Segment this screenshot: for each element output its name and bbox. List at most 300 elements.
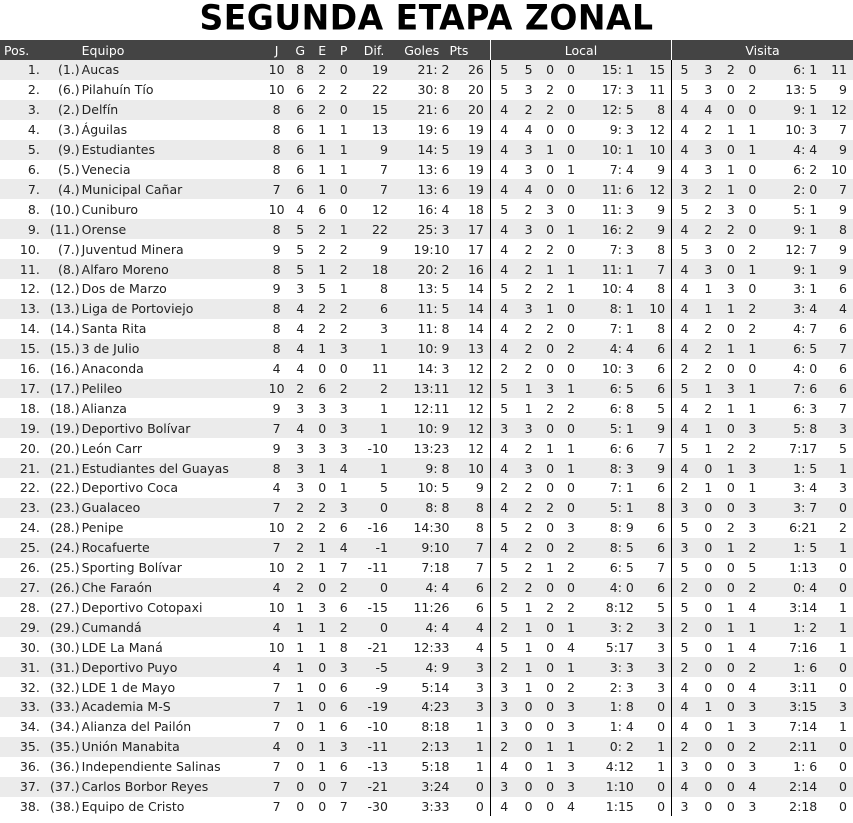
cell-played: 9 — [272, 281, 281, 297]
cell-drawn: 2 — [318, 301, 327, 317]
cell-prev-pos: (17.) — [50, 380, 80, 396]
cell-goal-diff: -11 — [367, 739, 388, 755]
cell-goals: 4: 9 — [425, 659, 450, 675]
cell-away-goals: 3: 4 — [793, 480, 818, 496]
cell-home-points: 11 — [649, 82, 666, 98]
cell-won: 3 — [296, 440, 305, 456]
cell-drawn: 2 — [318, 321, 327, 337]
cell-away-drawn: 3 — [726, 380, 735, 396]
cell-pos: 25. — [19, 540, 40, 556]
cell-away-drawn: 0 — [726, 659, 735, 675]
table-row — [0, 418, 853, 438]
cell-away-won: 2 — [704, 221, 713, 237]
cell-points: 19 — [467, 122, 484, 138]
cell-played: 4 — [272, 739, 281, 755]
cell-won: 5 — [296, 221, 305, 237]
cell-home-drawn: 0 — [546, 520, 555, 536]
cell-home-points: 6 — [657, 580, 666, 596]
cell-prev-pos: (26.) — [50, 580, 80, 596]
cell-won: 4 — [296, 201, 305, 217]
cell-away-points: 0 — [839, 659, 847, 675]
cell-home-points: 9 — [657, 420, 666, 436]
cell-away-goals: 4: 4 — [793, 142, 818, 158]
cell-pos: 6. — [27, 161, 40, 177]
cell-away-played: 4 — [672, 677, 697, 697]
table-row — [0, 259, 853, 279]
cell-team: Santa Rita — [81, 321, 147, 337]
cell-home-lost: 1 — [567, 261, 575, 277]
cell-away-won: 0 — [704, 739, 713, 755]
cell-home-lost: 0 — [567, 301, 575, 317]
cell-home-won: 0 — [524, 739, 533, 755]
cell-drawn: 0 — [318, 779, 327, 795]
cell-pos: 1. — [27, 62, 40, 78]
cell-home-points: 6 — [657, 520, 666, 536]
cell-goals: 4: 4 — [425, 580, 450, 596]
cell-drawn: 1 — [318, 639, 327, 655]
cell-away-won: 0 — [704, 659, 713, 675]
cell-drawn: 2 — [318, 221, 327, 237]
cell-goals: 10: 9 — [417, 341, 450, 357]
cell-team: Unión Manabita — [81, 739, 180, 755]
cell-home-drawn: 0 — [546, 341, 555, 357]
cell-home-points: 5 — [657, 599, 666, 615]
cell-won: 3 — [296, 400, 305, 416]
cell-played: 7 — [272, 420, 281, 436]
cell-lost: 2 — [339, 380, 348, 396]
cell-home-won: 1 — [524, 679, 533, 695]
cell-away-lost: 4 — [748, 599, 757, 615]
cell-home-drawn: 1 — [546, 301, 555, 317]
cell-home-won: 2 — [524, 321, 533, 337]
header-row — [0, 40, 853, 60]
cell-prev-pos: (31.) — [50, 659, 80, 675]
cell-away-goals: 9: 1 — [793, 261, 818, 277]
table-row — [0, 160, 853, 180]
cell-home-goals: 5: 1 — [609, 500, 634, 516]
cell-goal-diff: -13 — [367, 759, 388, 775]
cell-home-lost: 4 — [567, 639, 575, 655]
cell-away-drawn: 0 — [726, 142, 735, 158]
cell-drawn: 2 — [318, 102, 327, 118]
cell-team: LDE La Maná — [81, 639, 163, 655]
cell-won: 0 — [296, 779, 305, 795]
cell-drawn: 1 — [318, 619, 327, 635]
cell-home-lost: 0 — [567, 420, 575, 436]
cell-won: 1 — [296, 659, 305, 675]
cell-away-goals: 7:17 — [789, 440, 818, 456]
cell-home-won: 3 — [524, 221, 533, 237]
cell-lost: 0 — [339, 201, 348, 217]
cell-played: 8 — [272, 221, 281, 237]
cell-away-points: 1 — [839, 619, 847, 635]
cell-won: 6 — [296, 82, 305, 98]
header-visita: Visita — [672, 40, 853, 60]
cell-goal-diff: -11 — [367, 560, 388, 576]
cell-played: 8 — [272, 460, 281, 476]
cell-drawn: 1 — [318, 181, 327, 197]
cell-away-won: 0 — [704, 759, 713, 775]
cell-won: 2 — [296, 500, 305, 516]
cell-away-lost: 2 — [748, 580, 757, 596]
cell-away-played: 2 — [672, 478, 697, 498]
cell-home-points: 8 — [657, 500, 666, 516]
cell-away-drawn: 0 — [726, 798, 735, 814]
cell-played: 9 — [272, 400, 281, 416]
cell-lost: 7 — [339, 798, 348, 814]
cell-home-drawn: 0 — [546, 361, 555, 377]
cell-home-points: 3 — [657, 679, 666, 695]
cell-pos: 9. — [27, 221, 40, 237]
cell-home-played: 5 — [490, 60, 517, 80]
cell-away-goals: 1: 6 — [793, 759, 818, 775]
cell-away-goals: 6: 1 — [793, 62, 818, 78]
cell-home-won: 3 — [524, 420, 533, 436]
cell-away-lost: 1 — [748, 400, 757, 416]
cell-goal-diff: -21 — [367, 779, 388, 795]
cell-away-goals: 3:14 — [789, 599, 818, 615]
cell-prev-pos: (30.) — [50, 639, 80, 655]
cell-home-drawn: 2 — [546, 102, 555, 118]
cell-points: 12 — [467, 380, 484, 396]
cell-team: Liga de Portoviejo — [81, 301, 194, 317]
cell-goal-diff: 11 — [372, 361, 388, 377]
cell-drawn: 1 — [318, 460, 327, 476]
cell-away-points: 7 — [839, 181, 847, 197]
cell-team: Equipo de Cristo — [81, 798, 185, 814]
cell-away-drawn: 3 — [726, 281, 735, 297]
cell-away-drawn: 1 — [726, 460, 735, 476]
cell-away-goals: 9: 1 — [793, 221, 818, 237]
cell-team: Deportivo Coca — [81, 480, 178, 496]
cell-home-played: 2 — [490, 478, 517, 498]
cell-home-won: 3 — [524, 301, 533, 317]
cell-lost: 0 — [339, 361, 348, 377]
cell-home-won: 2 — [524, 520, 533, 536]
cell-team: Pelileo — [81, 380, 123, 396]
cell-goals: 10: 9 — [417, 420, 450, 436]
cell-prev-pos: (6.) — [57, 82, 80, 98]
cell-home-lost: 1 — [567, 380, 575, 396]
cell-home-points: 10 — [649, 142, 666, 158]
cell-played: 8 — [272, 321, 281, 337]
cell-points: 18 — [467, 201, 484, 217]
cell-away-points: 6 — [839, 321, 847, 337]
cell-away-points: 6 — [839, 380, 847, 396]
cell-home-played: 4 — [490, 339, 517, 359]
cell-home-lost: 0 — [567, 142, 575, 158]
cell-home-points: 8 — [657, 241, 666, 257]
cell-home-points: 12 — [649, 181, 666, 197]
cell-prev-pos: (14.) — [50, 321, 80, 337]
cell-home-played: 4 — [490, 299, 517, 319]
cell-home-goals: 8: 9 — [609, 520, 634, 536]
cell-team: Alfaro Moreno — [81, 261, 169, 277]
cell-won: 6 — [296, 122, 305, 138]
cell-goals: 3:33 — [421, 798, 450, 814]
cell-home-lost: 3 — [567, 759, 575, 775]
cell-home-won: 2 — [524, 500, 533, 516]
cell-drawn: 1 — [318, 739, 327, 755]
cell-points: 16 — [467, 261, 484, 277]
cell-pos: 22. — [19, 480, 40, 496]
cell-points: 9 — [475, 480, 484, 496]
cell-goals: 30: 8 — [417, 82, 450, 98]
cell-team: Academia M-S — [81, 699, 171, 715]
cell-away-goals: 5: 1 — [793, 201, 818, 217]
cell-won: 1 — [296, 599, 305, 615]
cell-home-points: 8 — [657, 102, 666, 118]
cell-goal-diff: -21 — [367, 639, 388, 655]
cell-pos: 27. — [19, 580, 40, 596]
cell-points: 6 — [475, 580, 484, 596]
cell-lost: 3 — [339, 341, 348, 357]
table-row — [0, 80, 853, 100]
cell-goal-diff: -19 — [367, 699, 388, 715]
cell-points: 8 — [475, 520, 484, 536]
cell-prev-pos: (2.) — [57, 102, 80, 118]
cell-points: 0 — [475, 779, 484, 795]
cell-home-lost: 1 — [567, 659, 575, 675]
cell-lost: 7 — [339, 560, 348, 576]
cell-points: 4 — [475, 639, 484, 655]
table-row — [0, 777, 853, 797]
cell-goals: 19:10 — [413, 241, 450, 257]
cell-lost: 6 — [339, 599, 348, 615]
cell-away-drawn: 2 — [726, 440, 735, 456]
cell-away-won: 3 — [704, 82, 713, 98]
cell-home-won: 1 — [524, 400, 533, 416]
cell-away-points: 7 — [839, 400, 847, 416]
cell-played: 10 — [268, 62, 285, 78]
cell-won: 0 — [296, 798, 305, 814]
cell-prev-pos: (29.) — [50, 619, 80, 635]
cell-goal-diff: -10 — [367, 440, 388, 456]
cell-prev-pos: (22.) — [50, 480, 80, 496]
cell-home-goals: 4: 0 — [609, 580, 634, 596]
cell-away-played: 4 — [672, 717, 697, 737]
cell-away-points: 6 — [839, 281, 847, 297]
cell-away-won: 0 — [704, 779, 713, 795]
cell-home-won: 1 — [524, 619, 533, 635]
cell-home-won: 1 — [524, 659, 533, 675]
cell-away-won: 4 — [704, 102, 713, 118]
cell-goals: 13: 6 — [417, 181, 450, 197]
cell-home-goals: 1: 4 — [609, 719, 634, 735]
cell-points: 14 — [467, 281, 484, 297]
cell-home-goals: 7: 4 — [609, 161, 634, 177]
cell-won: 4 — [296, 301, 305, 317]
cell-home-played: 3 — [490, 777, 517, 797]
cell-team: Aucas — [81, 62, 120, 78]
header-g: G — [295, 42, 306, 58]
cell-goals: 19: 6 — [417, 122, 450, 138]
cell-home-goals: 1: 8 — [609, 699, 634, 715]
cell-home-goals: 1:10 — [605, 779, 634, 795]
cell-drawn: 1 — [318, 341, 327, 357]
cell-prev-pos: (34.) — [50, 719, 80, 735]
cell-lost: 1 — [339, 221, 348, 237]
cell-home-goals: 10: 1 — [601, 142, 634, 158]
cell-away-drawn: 1 — [726, 341, 735, 357]
cell-home-goals: 8: 1 — [609, 301, 634, 317]
cell-goals: 25: 3 — [417, 221, 450, 237]
cell-home-lost: 2 — [567, 560, 575, 576]
cell-points: 26 — [467, 62, 484, 78]
cell-lost: 4 — [339, 540, 348, 556]
cell-prev-pos: (9.) — [57, 142, 80, 158]
cell-home-drawn: 0 — [546, 480, 555, 496]
cell-away-won: 0 — [704, 599, 713, 615]
cell-away-lost: 3 — [748, 719, 757, 735]
cell-away-lost: 1 — [748, 142, 757, 158]
cell-home-points: 9 — [657, 161, 666, 177]
cell-goals: 8: 8 — [425, 500, 450, 516]
cell-goal-diff: 1 — [380, 341, 388, 357]
cell-lost: 3 — [339, 420, 348, 436]
cell-home-drawn: 0 — [546, 580, 555, 596]
cell-away-won: 0 — [704, 500, 713, 516]
cell-lost: 2 — [339, 261, 348, 277]
cell-home-won: 0 — [524, 699, 533, 715]
header-local: Local — [490, 40, 671, 60]
cell-lost: 1 — [339, 142, 348, 158]
cell-away-drawn: 1 — [726, 301, 735, 317]
cell-away-won: 2 — [704, 181, 713, 197]
cell-goals: 3:24 — [421, 779, 450, 795]
cell-home-played: 5 — [490, 80, 517, 100]
cell-goals: 12:11 — [413, 400, 450, 416]
cell-away-points: 1 — [839, 639, 847, 655]
cell-goal-diff: 1 — [380, 420, 388, 436]
cell-away-played: 5 — [672, 239, 697, 259]
cell-won: 4 — [296, 341, 305, 357]
table-row — [0, 757, 853, 777]
cell-pos: 29. — [19, 619, 40, 635]
cell-home-played: 5 — [490, 597, 517, 617]
cell-away-played: 4 — [672, 140, 697, 160]
cell-played: 8 — [272, 122, 281, 138]
cell-played: 7 — [272, 759, 281, 775]
cell-drawn: 1 — [318, 540, 327, 556]
cell-home-goals: 11: 3 — [601, 201, 634, 217]
cell-home-won: 1 — [524, 639, 533, 655]
cell-home-lost: 3 — [567, 699, 575, 715]
cell-played: 10 — [268, 599, 285, 615]
cell-prev-pos: (13.) — [50, 301, 80, 317]
cell-away-points: 10 — [831, 161, 847, 177]
cell-home-points: 6 — [657, 380, 666, 396]
cell-points: 19 — [467, 181, 484, 197]
cell-home-won: 5 — [524, 62, 533, 78]
cell-home-played: 4 — [490, 100, 517, 120]
cell-home-won: 2 — [524, 281, 533, 297]
cell-home-drawn: 0 — [546, 679, 555, 695]
cell-home-played: 4 — [490, 319, 517, 339]
cell-away-lost: 3 — [748, 460, 757, 476]
cell-goals: 14: 3 — [417, 361, 450, 377]
cell-away-drawn: 1 — [726, 181, 735, 197]
cell-away-won: 0 — [704, 580, 713, 596]
cell-prev-pos: (20.) — [50, 440, 80, 456]
cell-home-played: 5 — [490, 518, 517, 538]
cell-prev-pos: (4.) — [57, 181, 80, 197]
cell-home-drawn: 3 — [546, 201, 555, 217]
cell-home-lost: 0 — [567, 181, 575, 197]
cell-goal-diff: -9 — [375, 679, 388, 695]
cell-prev-pos: (27.) — [50, 599, 80, 615]
cell-goals: 9:10 — [421, 540, 450, 556]
cell-pos: 8. — [27, 201, 40, 217]
cell-played: 4 — [272, 659, 281, 675]
cell-away-points: 9 — [839, 261, 847, 277]
cell-drawn: 6 — [318, 380, 327, 396]
cell-drawn: 3 — [318, 400, 327, 416]
cell-pos: 38. — [19, 798, 40, 814]
cell-away-goals: 1: 5 — [793, 540, 818, 556]
cell-away-drawn: 0 — [726, 102, 735, 118]
cell-points: 1 — [475, 739, 484, 755]
cell-drawn: 2 — [318, 520, 327, 536]
cell-home-drawn: 0 — [546, 619, 555, 635]
cell-home-drawn: 0 — [546, 699, 555, 715]
cell-goals: 4: 4 — [425, 619, 450, 635]
cell-home-won: 2 — [524, 580, 533, 596]
cell-team: LDE 1 de Mayo — [81, 679, 176, 695]
cell-drawn: 3 — [318, 599, 327, 615]
cell-team: Che Faraón — [81, 580, 153, 596]
cell-home-goals: 7: 1 — [609, 321, 634, 337]
cell-away-lost: 1 — [748, 619, 757, 635]
cell-pos: 36. — [19, 759, 40, 775]
cell-home-drawn: 0 — [546, 460, 555, 476]
cell-pos: 7. — [27, 181, 40, 197]
table-row — [0, 299, 853, 319]
cell-pos: 28. — [19, 599, 40, 615]
cell-prev-pos: (15.) — [50, 341, 80, 357]
cell-away-played: 4 — [672, 697, 697, 717]
cell-played: 8 — [272, 161, 281, 177]
cell-home-points: 0 — [657, 779, 666, 795]
cell-away-goals: 1:13 — [789, 560, 818, 576]
cell-played: 10 — [268, 520, 285, 536]
cell-away-played: 5 — [672, 438, 697, 458]
cell-prev-pos: (25.) — [50, 560, 80, 576]
cell-home-played: 3 — [490, 677, 517, 697]
cell-away-won: 2 — [704, 341, 713, 357]
cell-points: 3 — [475, 699, 484, 715]
cell-pos: 30. — [19, 639, 40, 655]
cell-home-goals: 6: 5 — [609, 560, 634, 576]
cell-played: 7 — [272, 699, 281, 715]
cell-away-lost: 3 — [748, 699, 757, 715]
cell-lost: 2 — [339, 301, 348, 317]
cell-home-lost: 1 — [567, 739, 575, 755]
cell-away-played: 5 — [672, 637, 697, 657]
table-row — [0, 797, 853, 817]
cell-away-drawn: 1 — [726, 122, 735, 138]
cell-away-lost: 4 — [748, 679, 757, 695]
cell-prev-pos: (11.) — [50, 221, 80, 237]
cell-away-drawn: 2 — [726, 520, 735, 536]
cell-pos: 21. — [19, 460, 40, 476]
cell-away-points: 9 — [839, 82, 847, 98]
cell-away-points: 2 — [839, 520, 847, 536]
cell-goals: 2:13 — [421, 739, 450, 755]
cell-home-played: 3 — [490, 418, 517, 438]
cell-goal-diff: 1 — [380, 460, 388, 476]
cell-home-drawn: 2 — [546, 281, 555, 297]
